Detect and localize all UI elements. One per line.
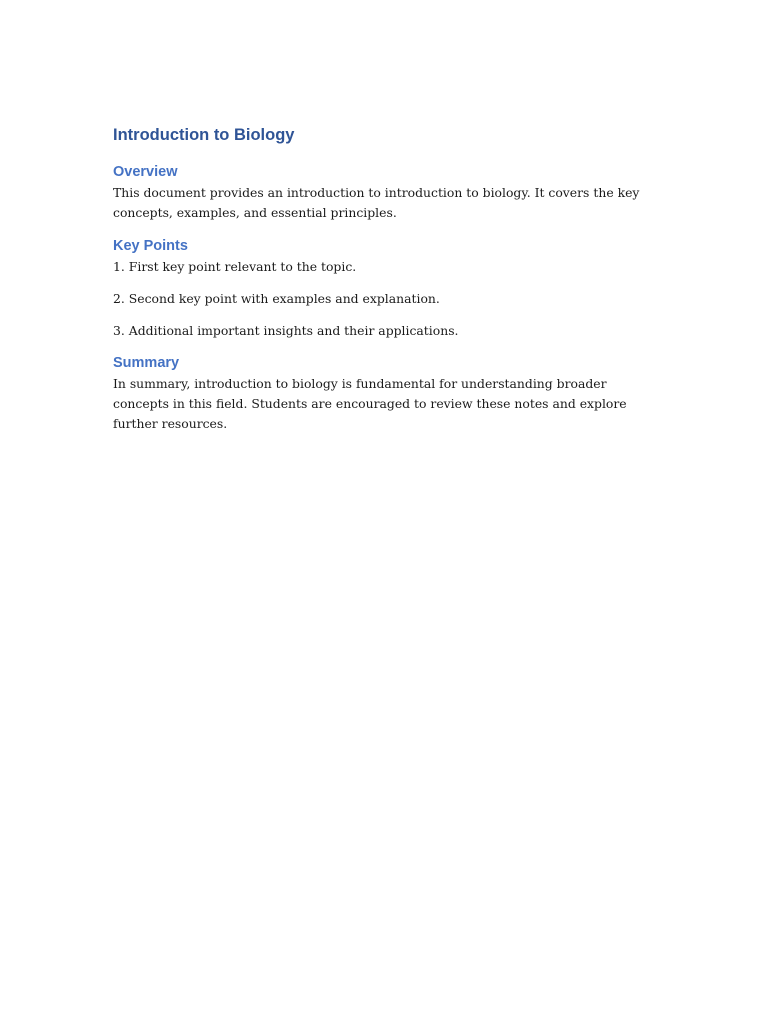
summary-heading: Summary <box>113 355 180 371</box>
document-title: Introduction to Biology <box>113 126 295 144</box>
key-points-list <box>113 257 658 341</box>
key-point-item: 2. Second key point with examples and explanation. <box>113 291 440 306</box>
summary-paragraph: In summary, introduction to biology is fundamental for understanding broader concepts in this field. Students are encouraged to review these notes and explore further resources. <box>113 376 627 431</box>
overview-paragraph: This document provides an introduction to introduction to biology. It covers the key concepts, examples, and essential principles. <box>113 185 640 220</box>
key-point-item: 1. First key point relevant to the topic. <box>113 259 357 274</box>
key-point-item: 3. Additional important insights and their applications. <box>113 323 459 338</box>
overview-heading: Overview <box>113 164 178 180</box>
key-points-heading: Key Points <box>113 238 188 254</box>
document-page <box>113 122 658 434</box>
